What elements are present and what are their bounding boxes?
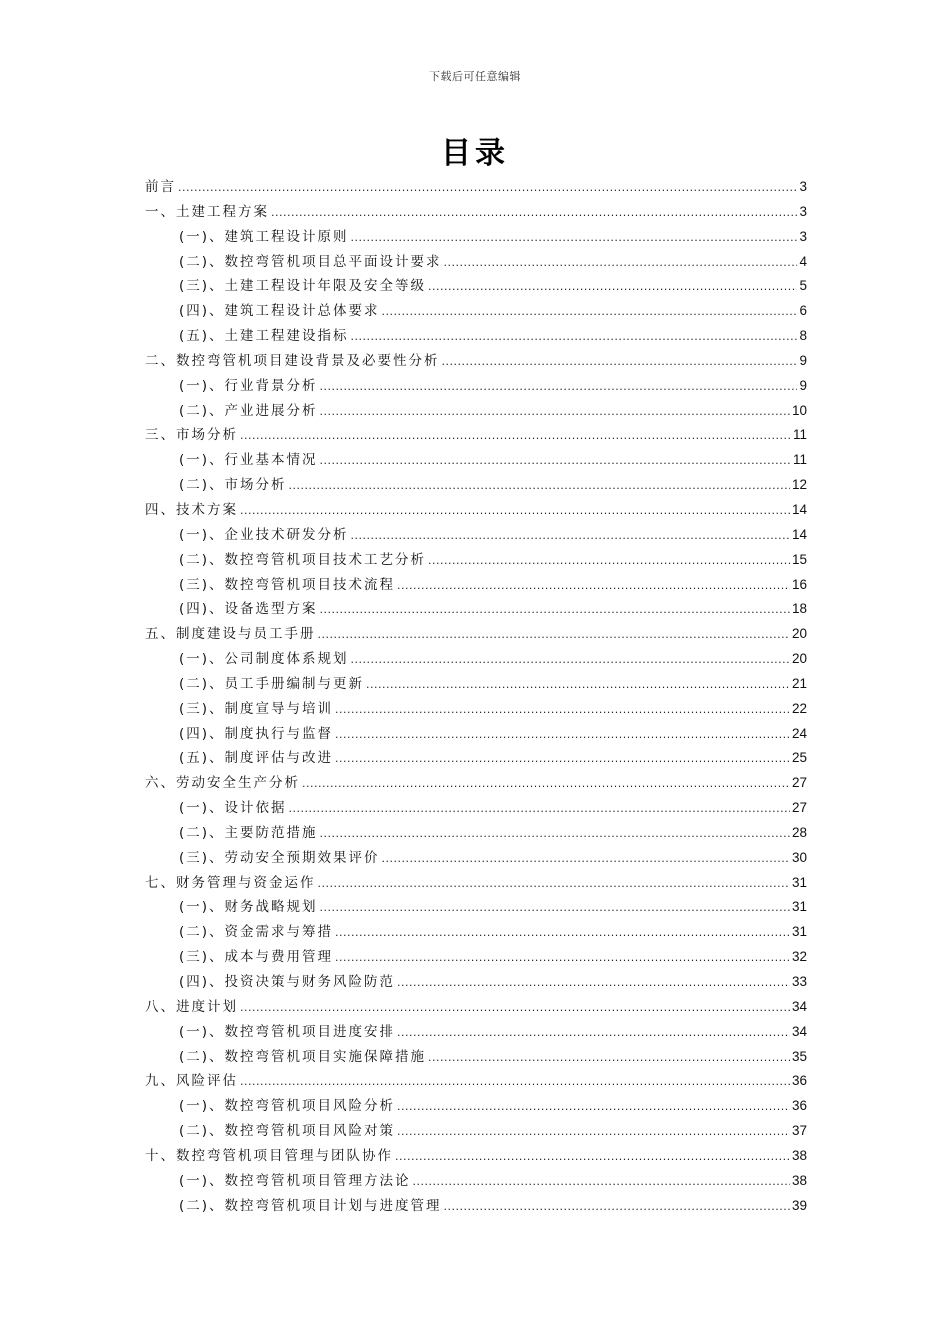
toc-entry-label: 二、数控弯管机项目建设背景及必要性分析 <box>145 352 440 369</box>
toc-entry-label: (四)、设备选型方案 <box>179 601 318 618</box>
toc-page-number: 20 <box>791 651 807 667</box>
toc-section-entry[interactable] <box>145 548 807 573</box>
toc-page-number: 30 <box>791 849 807 865</box>
toc-section-entry[interactable] <box>145 1094 807 1119</box>
toc-section-entry[interactable] <box>145 1020 807 1045</box>
toc-dot-leader <box>240 996 790 1021</box>
toc-page-number: 31 <box>791 899 807 915</box>
toc-entry-label: (二)、数控弯管机项目计划与进度管理 <box>179 1197 442 1214</box>
toc-page-number: 24 <box>791 725 807 741</box>
toc-section-entry[interactable] <box>145 1119 807 1144</box>
toc-dot-leader <box>240 424 791 449</box>
toc-page-number: 35 <box>791 1048 807 1064</box>
toc-chapter-entry[interactable] <box>145 498 807 523</box>
toc-dot-leader <box>351 226 798 251</box>
toc-page-number: 31 <box>791 874 807 890</box>
toc-dot-leader <box>335 747 790 772</box>
toc-page-number: 4 <box>799 253 807 269</box>
toc-dot-leader <box>240 499 790 524</box>
toc-chapter-entry[interactable] <box>145 349 807 374</box>
toc-dot-leader <box>351 524 790 549</box>
toc-page-number: 18 <box>791 601 807 617</box>
toc-dot-leader <box>178 176 797 201</box>
toc-page-number: 38 <box>791 1147 807 1163</box>
toc-entry-label: (二)、主要防范措施 <box>179 824 318 841</box>
toc-entry-label: (二)、数控弯管机项目总平面设计要求 <box>179 253 442 270</box>
toc-dot-leader <box>320 896 790 921</box>
toc-dot-leader <box>335 723 790 748</box>
toc-page-number: 3 <box>799 228 807 244</box>
toc-page-number: 34 <box>791 1023 807 1039</box>
toc-entry-label: 九、风险评估 <box>145 1073 238 1090</box>
toc-section-entry[interactable] <box>145 672 807 697</box>
toc-chapter-entry[interactable] <box>145 1069 807 1094</box>
toc-page-number: 38 <box>791 1172 807 1188</box>
toc-page-number: 32 <box>791 949 807 965</box>
toc-dot-leader <box>397 574 790 599</box>
toc-entry-label: 八、进度计划 <box>145 998 238 1015</box>
toc-entry-label: 六、劳动安全生产分析 <box>145 775 300 792</box>
toc-entry-label: (四)、投资决策与财务风险防范 <box>179 974 396 990</box>
toc-entry-label: (二)、资金需求与筹措 <box>179 924 334 941</box>
toc-entry-label: (二)、数控弯管机项目技术工艺分析 <box>179 551 427 568</box>
toc-entry-label: (三)、数控弯管机项目技术流程 <box>179 576 396 593</box>
toc-dot-leader <box>320 822 790 847</box>
toc-section-entry[interactable] <box>145 1169 807 1194</box>
toc-chapter-entry[interactable] <box>145 622 807 647</box>
toc-page-number: 12 <box>791 477 807 493</box>
toc-entry-label: (一)、企业技术研发分析 <box>179 526 349 543</box>
toc-section-entry[interactable] <box>145 523 807 548</box>
toc-section-entry[interactable] <box>145 821 807 846</box>
toc-entry-label: 一、土建工程方案 <box>145 203 269 220</box>
toc-title: 目录 <box>441 136 509 171</box>
toc-page-number: 6 <box>799 303 807 319</box>
toc-page-number: 11 <box>792 427 807 443</box>
toc-page-number: 34 <box>791 998 807 1014</box>
toc-page-number: 3 <box>799 179 807 194</box>
toc-section-entry[interactable] <box>145 895 807 920</box>
toc-dot-leader <box>302 772 790 797</box>
toc-entry-label: (一)、设计依据 <box>179 800 287 817</box>
toc-entry-label: (一)、行业基本情况 <box>179 452 318 469</box>
toc-section-entry[interactable] <box>145 1045 807 1070</box>
toc-entry-label: (一)、数控弯管机项目进度安排 <box>179 1023 396 1040</box>
toc-page-number: 8 <box>799 328 807 344</box>
toc-dot-leader <box>318 872 790 897</box>
toc-section-entry[interactable] <box>145 448 807 473</box>
toc-page-number: 27 <box>791 800 807 816</box>
toc-page-number: 36 <box>791 1073 807 1089</box>
toc-entry-label: (四)、建筑工程设计总体要求 <box>179 303 380 320</box>
toc-dot-leader <box>320 375 798 400</box>
toc-dot-leader <box>397 971 790 996</box>
toc-dot-leader <box>289 797 790 822</box>
toc-page-number: 3 <box>799 203 807 219</box>
toc-entry-label: (一)、建筑工程设计原则 <box>179 228 349 245</box>
toc-chapter-entry[interactable] <box>145 1144 807 1169</box>
toc-chapter-entry[interactable] <box>145 200 807 225</box>
toc-page-number: 5 <box>799 278 807 294</box>
toc-entry-label: (三)、制度宣导与培训 <box>179 700 334 717</box>
toc-chapter-entry[interactable] <box>145 423 807 448</box>
toc-page-number: 9 <box>799 352 807 368</box>
toc-section-entry[interactable] <box>145 274 807 299</box>
toc-dot-leader <box>351 648 790 673</box>
toc-entry-label: (五)、土建工程建设指标 <box>179 328 349 345</box>
toc-section-entry[interactable] <box>145 945 807 970</box>
toc-dot-leader <box>442 350 798 375</box>
toc-chapter-entry[interactable] <box>145 771 807 796</box>
toc-section-entry[interactable] <box>145 722 807 747</box>
toc-page-number: 36 <box>791 1098 807 1114</box>
toc-entry-label: (四)、制度执行与监督 <box>179 725 334 742</box>
table-of-contents <box>145 175 807 1218</box>
toc-section-entry[interactable] <box>145 399 807 424</box>
toc-page-number: 11 <box>792 452 807 468</box>
toc-page-number: 39 <box>791 1197 807 1213</box>
toc-section-entry[interactable] <box>145 597 807 622</box>
toc-dot-leader <box>271 201 797 226</box>
toc-entry-label: (二)、员工手册编制与更新 <box>179 675 365 692</box>
toc-page-number: 31 <box>791 924 807 940</box>
toc-page-number: 15 <box>791 551 807 567</box>
toc-page-number: 22 <box>791 700 807 716</box>
toc-dot-leader <box>366 673 790 698</box>
toc-dot-leader <box>320 400 790 425</box>
toc-entry-label: (一)、数控弯管机项目管理方法论 <box>179 1172 411 1189</box>
toc-dot-leader <box>397 1021 790 1046</box>
toc-page-number: 33 <box>791 974 807 989</box>
toc-entry-label: 前言 <box>145 179 176 195</box>
toc-dot-leader <box>335 698 790 723</box>
toc-entry-label: (三)、土建工程设计年限及安全等级 <box>179 278 427 295</box>
toc-section-entry[interactable] <box>145 299 807 324</box>
toc-page-number: 9 <box>799 377 807 393</box>
toc-section-entry[interactable] <box>145 473 807 498</box>
toc-section-entry[interactable] <box>145 374 807 399</box>
toc-entry-label: (二)、市场分析 <box>179 477 287 494</box>
toc-entry-label: (一)、行业背景分析 <box>179 377 318 394</box>
toc-dot-leader <box>318 623 790 648</box>
toc-entry-label: (一)、数控弯管机项目风险分析 <box>179 1098 396 1115</box>
toc-section-entry[interactable] <box>145 970 807 995</box>
toc-dot-leader <box>397 1120 790 1145</box>
toc-dot-leader <box>428 549 790 574</box>
toc-entry-label: (三)、劳动安全预期效果评价 <box>179 849 380 866</box>
toc-entry-label: (五)、制度评估与改进 <box>179 750 334 767</box>
toc-chapter-entry[interactable] <box>145 175 807 200</box>
toc-dot-leader <box>335 946 790 971</box>
toc-section-entry[interactable] <box>145 846 807 871</box>
toc-entry-label: 七、财务管理与资金运作 <box>145 874 316 891</box>
toc-section-entry[interactable] <box>145 573 807 598</box>
toc-section-entry[interactable] <box>145 920 807 945</box>
toc-page-number: 21 <box>791 675 807 691</box>
toc-dot-leader <box>382 847 790 872</box>
toc-page-number: 27 <box>791 775 807 791</box>
toc-dot-leader <box>395 1145 790 1170</box>
toc-entry-label: 四、技术方案 <box>145 501 238 518</box>
toc-entry-label: 五、制度建设与员工手册 <box>145 626 316 643</box>
toc-section-entry[interactable] <box>145 647 807 672</box>
toc-page-number: 14 <box>791 501 807 517</box>
toc-dot-leader <box>382 300 798 325</box>
toc-dot-leader <box>444 1195 790 1220</box>
toc-entry-label: (一)、公司制度体系规划 <box>179 651 349 668</box>
toc-chapter-entry[interactable] <box>145 995 807 1020</box>
toc-dot-leader <box>320 598 790 623</box>
toc-page-number: 16 <box>791 576 807 592</box>
toc-entry-label: 十、数控弯管机项目管理与团队协作 <box>145 1147 393 1164</box>
toc-chapter-entry[interactable] <box>145 871 807 896</box>
toc-page-number: 10 <box>791 402 807 418</box>
toc-page-number: 20 <box>791 626 807 642</box>
toc-entry-label: (二)、数控弯管机项目实施保障措施 <box>179 1048 427 1065</box>
toc-page-number: 14 <box>791 526 807 542</box>
toc-entry-label: (二)、产业进展分析 <box>179 402 318 419</box>
toc-section-entry[interactable] <box>145 324 807 349</box>
toc-section-entry[interactable] <box>145 796 807 821</box>
toc-section-entry[interactable] <box>145 697 807 722</box>
toc-page-number: 28 <box>791 824 807 840</box>
toc-dot-leader <box>289 474 790 499</box>
toc-section-entry[interactable] <box>145 1194 807 1219</box>
toc-dot-leader <box>428 1046 790 1071</box>
toc-page-number: 25 <box>791 750 807 766</box>
toc-dot-leader <box>240 1070 790 1095</box>
toc-entry-label: 三、市场分析 <box>145 427 238 444</box>
toc-dot-leader <box>335 921 790 946</box>
toc-dot-leader <box>444 251 798 276</box>
toc-section-entry[interactable] <box>145 746 807 771</box>
toc-entry-label: (一)、财务战略规划 <box>179 899 318 916</box>
toc-entry-label: (二)、数控弯管机项目风险对策 <box>179 1123 396 1140</box>
page-header-note: 下载后可任意编辑 <box>429 70 521 83</box>
toc-dot-leader <box>320 449 791 474</box>
toc-section-entry[interactable] <box>145 225 807 250</box>
toc-page-number: 37 <box>791 1123 807 1139</box>
toc-section-entry[interactable] <box>145 250 807 275</box>
toc-dot-leader <box>351 325 798 350</box>
toc-dot-leader <box>413 1170 790 1195</box>
toc-dot-leader <box>428 275 797 300</box>
toc-dot-leader <box>397 1095 790 1120</box>
toc-entry-label: (三)、成本与费用管理 <box>179 949 334 966</box>
